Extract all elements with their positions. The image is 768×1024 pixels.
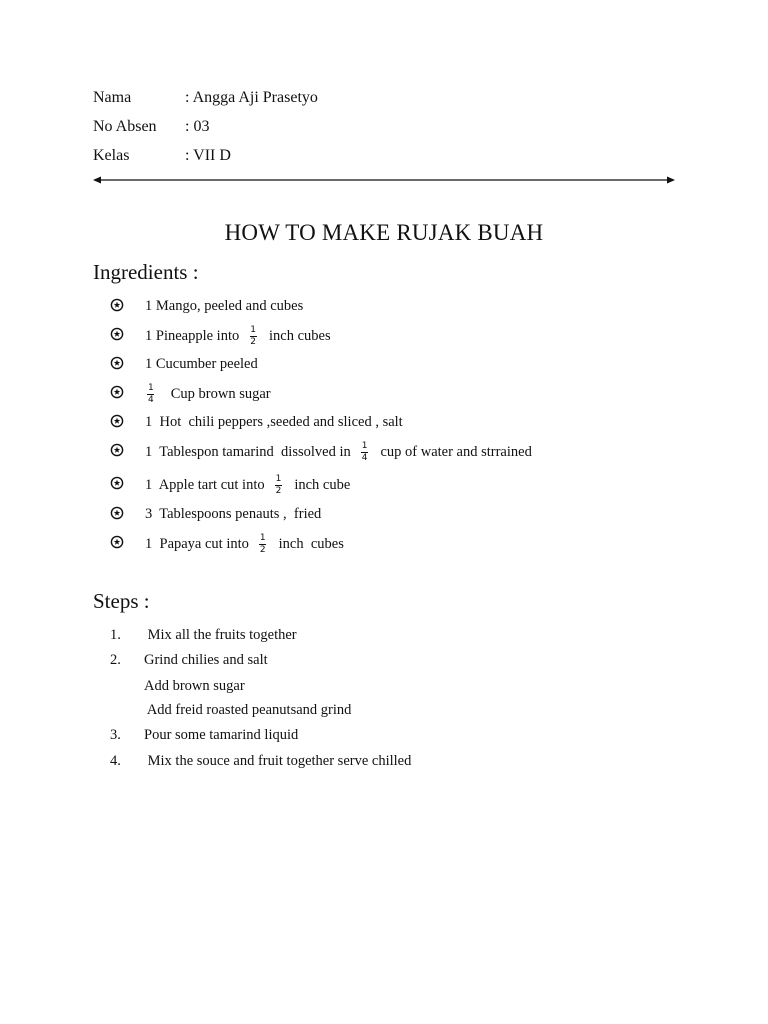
ingredient-text [145,383,271,404]
step-text: Add brown sugar [144,678,245,694]
fraction-denominator: 2 [250,337,256,347]
ingredient-text-before: 1 Papaya cut into [145,535,249,552]
circled-star-icon [110,414,124,428]
double-arrow-divider [93,179,675,181]
fraction-denominator: 4 [148,395,154,405]
step-text: Add freid roasted peanutsand grind [144,702,352,718]
fraction-denominator: 2 [259,545,266,555]
ingredients-heading: Ingredients : [93,260,199,284]
step-number: 1. [110,627,121,643]
fraction-numerator: 1 [148,383,154,393]
steps-heading: Steps : [93,589,150,613]
ingredient-text [145,354,258,374]
ingredient-text-before: 1 Apple tart cut into [145,476,265,493]
ingredient-text [145,412,403,432]
ingredient-text [145,441,532,462]
circled-star-icon [110,385,124,399]
ingredient-text-before: 3 Tablespoons penauts , fried [145,506,322,522]
ingredient-text-before: 1 Hot chili peppers ,seeded and sliced , salt [145,414,403,430]
page-title: HOW TO MAKE RUJAK BUAH [224,220,544,245]
ingredient-text-after: Cup brown sugar [170,385,271,402]
ingredient-text-before: 1 Tablespon tamarind dissolved in [145,443,351,460]
circled-star-icon [110,327,124,341]
circled-star-icon [110,535,124,549]
double-arrow-icon [93,175,675,185]
info-label: Nama [93,89,132,106]
info-value: : VII D [185,147,231,164]
fraction [249,326,257,347]
info-value: : 03 [185,118,210,135]
step-text: Mix all the fruits together [144,627,297,643]
ingredient-text-before: 1 Mango, peeled and cubes [145,298,304,314]
ingredient-text-before: 1 Pineapple into [145,327,240,344]
ingredient-text-after: inch cubes [268,327,331,344]
circled-star-icon [110,476,124,490]
ingredient-text [145,504,321,524]
step-number: 4. [110,753,121,769]
fraction-denominator: 2 [275,486,282,496]
fraction [275,475,283,496]
ingredient-text-after: cup of water and strrained [380,443,532,460]
step-text: Mix the souce and fruit together serve chilled [144,753,412,769]
ingredient-text [145,533,344,554]
circled-star-icon [110,443,124,457]
fraction-numerator: 1 [361,441,368,451]
circled-star-icon [110,356,124,370]
ingredient-text [145,296,303,316]
fraction-numerator: 1 [259,533,266,543]
ingredient-text-after: inch cube [294,476,351,493]
fraction-denominator: 4 [361,453,368,463]
step-number: 3. [110,727,121,743]
step-number: 2. [110,652,121,668]
info-value: : Angga Aji Prasetyo [185,89,318,106]
ingredient-text [145,325,331,346]
ingredient-text [145,474,350,495]
fraction-numerator: 1 [275,474,282,484]
step-text: Grind chilies and salt [144,652,268,668]
fraction-numerator: 1 [250,325,256,335]
info-label: No Absen [93,118,157,135]
circled-star-icon [110,506,124,520]
ingredient-text-before: 1 Cucumber peeled [145,356,258,372]
ingredient-text-after: inch cubes [278,535,344,552]
fraction [147,384,155,405]
fraction [259,534,267,555]
step-text: Pour some tamarind liquid [144,727,299,743]
info-label: Kelas [93,147,130,164]
circled-star-icon [110,298,124,312]
fraction [361,442,369,463]
